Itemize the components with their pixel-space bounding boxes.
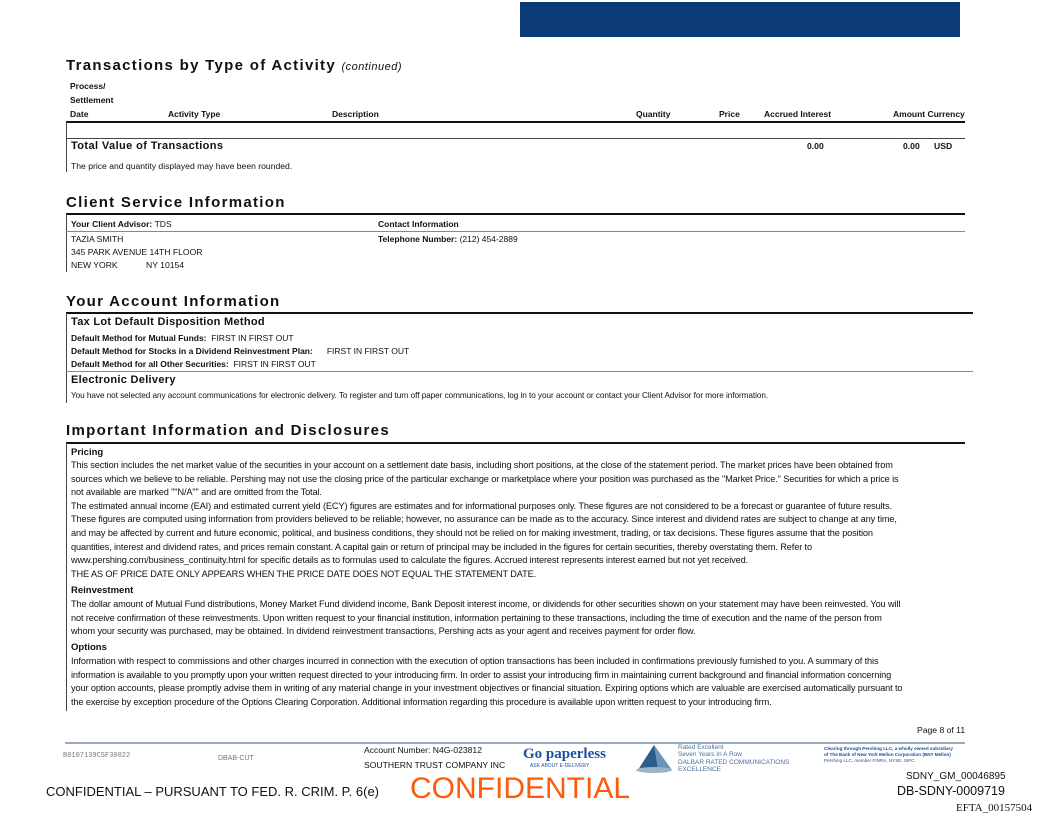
divider: [66, 213, 965, 215]
drip-method: Default Method for Stocks in a Dividend Reinvestment Plan: FIRST IN FIRST OUT: [71, 346, 410, 356]
advisor-label: Your Client Advisor: TDS: [71, 219, 172, 229]
total-currency: USD: [934, 141, 953, 151]
phone-number: (212) 454-2889: [459, 234, 518, 244]
divider: [66, 231, 965, 232]
dalbar-text: Rated Excellent Seven Years In A Row DALBAR RATED COMMUNICATIONS EXCELLENCE: [678, 744, 790, 773]
mutual-funds-method: Default Method for Mutual Funds: FIRST IN FIRST OUT: [71, 333, 294, 343]
ask-edelivery: ASK ABOUT E-DELIVERY: [530, 763, 590, 769]
col-date-l2: Settlement: [70, 95, 114, 105]
divider: [66, 138, 965, 139]
tax-lot-title: Tax Lot Default Disposition Method: [71, 316, 265, 328]
clearing-text: Clearing through Pershing LLC, a wholly owned subsidiary of The Bank of New York Mellon Corporation (BNY Mellon) Pershing LLC, member FINRA, NYSE, SIPC: [824, 746, 953, 763]
rounding-note: The price and quantity displayed may have been rounded.: [71, 161, 293, 171]
divider: [66, 312, 973, 314]
account-info-title: Your Account Information: [66, 293, 281, 310]
total-accrued-interest: 0.00: [807, 141, 824, 151]
options-title: Options: [71, 642, 107, 653]
client-service-title: Client Service Information: [66, 194, 286, 211]
advisor-address: 345 PARK AVENUE 14TH FLOOR: [71, 247, 203, 257]
advisor-state-zip: NY 10154: [146, 260, 185, 270]
pricing-text: This section includes the net market value of the securities in your account on a settlement date basis, including short positions, at the close of the statement period. The market prices have been obtained from sources which we believe to be reliable. Pershing may not use the closing price of the particular exchange or marketplace where your position was purchased as the "Market Price." Securities for which a price is not available are marked ""N/A"" and are omitted from the Total. The estimated annual income (EAI) and estimated current yield (ECY) figures are estimates and for informational purposes only. These figures are not considered to be a forecast or guarantee of future results. These figures are computed using information from providers believed to be reliable; however, no assurance can be made as to the accuracy. Since interest and dividend rates are subject to change at any time, and may be affected by current and future economic, political, and business conditions, they should not be relied on for making investment, trading, or tax decisions. These figures assume that the position quantities, interest and dividend rates, and prices remain constant. A capital gain or return of principal may be included in the figures for certain securities, thereby overstating them. Refer to www.pershing.com/business_continuity.html for specific details as to formulas used to calculate the figures. Accrued interest represents interest earned but not yet received. THE AS OF PRICE DATE ONLY APPEARS WHEN THE PRICE DATE DOES NOT EQUAL THE STATEMENT DATE.: [71, 460, 899, 579]
col-quantity: Quantity: [636, 109, 671, 119]
advisor-name: TAZIA SMITH: [71, 234, 124, 244]
other-securities-method: Default Method for all Other Securities: FIRST IN FIRST OUT: [71, 359, 316, 369]
electronic-delivery-text: You have not selected any account communications for electronic delivery. To register and turn off paper communications, log in to your account or contact your Client Advisor for more information.: [71, 391, 769, 400]
dbab-code: DBAB-CUT: [218, 755, 254, 762]
advisor-city: NEW YORK: [71, 260, 118, 270]
transactions-title: Transactions by Type of Activity (continued): [66, 57, 403, 74]
page-number: Page 8 of 11: [917, 725, 966, 735]
dalbar-logo-icon: [632, 744, 674, 779]
total-amount: 0.00: [903, 141, 920, 151]
account-number: Account Number: N4G-023812: [364, 745, 482, 755]
divider: [66, 442, 965, 444]
divider: [66, 371, 973, 372]
confidential-notice: CONFIDENTIAL – PURSUANT TO FED. R. CRIM. P. 6(e): [46, 784, 380, 799]
total-label: Total Value of Transactions: [71, 140, 224, 152]
divider: [65, 742, 965, 744]
contact-info-label: Contact Information: [378, 219, 459, 229]
reinvestment-text: The dollar amount of Mutual Fund distributions, Money Market Fund dividend income, Bank Deposit interest income, or dividends for other securities shown on your statement may have been reinvested. You will not receive confirmation of these reinvestments. Upon written request to your financial institution, information pertaining to these transactions, including the time of execution and the name of the person from whom your security was purchased, may be obtained. In dividend reinvestment transactions, Pershing acts as your agent and receives payment for order flow.: [71, 599, 901, 637]
col-description: Description: [332, 109, 379, 119]
options-text: Information with respect to commissions and other charges incurred in connection with the execution of option transactions has been included in confirmations previously furnished to you. A summary of this information is available to you promptly upon your written request directed to your introducing firm. In order to assist your introducing firm in maintaining current background and financial information concerning your option accounts, please promptly advise them in writing of any material change in your investment objectives or financial situation. Expiring options which are valuable are exercised automatically pursuant to the exercise by exception procedure of the Options Clearing Corporation. Additional information regarding this procedure is available upon written request to your introducing firm.: [71, 656, 903, 707]
col-price: Price: [719, 109, 740, 119]
bates-db-sdny: DB-SDNY-0009719: [897, 784, 1005, 798]
col-date-l1: Process/: [70, 81, 106, 91]
divider: [66, 122, 67, 172]
col-date: Date: [70, 109, 89, 119]
go-paperless-logo: Go paperless: [523, 746, 606, 762]
electronic-delivery-title: Electronic Delivery: [71, 374, 176, 386]
pricing-title: Pricing: [71, 447, 104, 458]
firm-name: SOUTHERN TRUST COMPANY INC: [364, 760, 506, 770]
col-activity-type: Activity Type: [168, 109, 221, 119]
divider: [66, 313, 67, 403]
advisor-code: TDS: [154, 219, 172, 229]
col-accrued-interest: Accrued Interest: [764, 109, 832, 119]
divider: [66, 121, 965, 123]
header-bar: [520, 2, 960, 37]
confidential-stamp: CONFIDENTIAL: [410, 772, 631, 805]
reinvestment-title: Reinvestment: [71, 585, 134, 596]
bates-efta: EFTA_00157504: [956, 802, 1033, 814]
bates-sdny-gm: SDNY_GM_00046895: [906, 771, 1006, 782]
disclosures-title: Important Information and Disclosures: [66, 422, 390, 439]
continued-label: (continued): [341, 61, 403, 73]
divider: [66, 443, 67, 711]
doc-code: B0107139CSF30022: [63, 752, 131, 760]
phone-label: Telephone Number: (212) 454-2889: [378, 234, 518, 244]
divider: [66, 214, 67, 272]
col-amount-currency: Amount Currency: [893, 109, 965, 119]
